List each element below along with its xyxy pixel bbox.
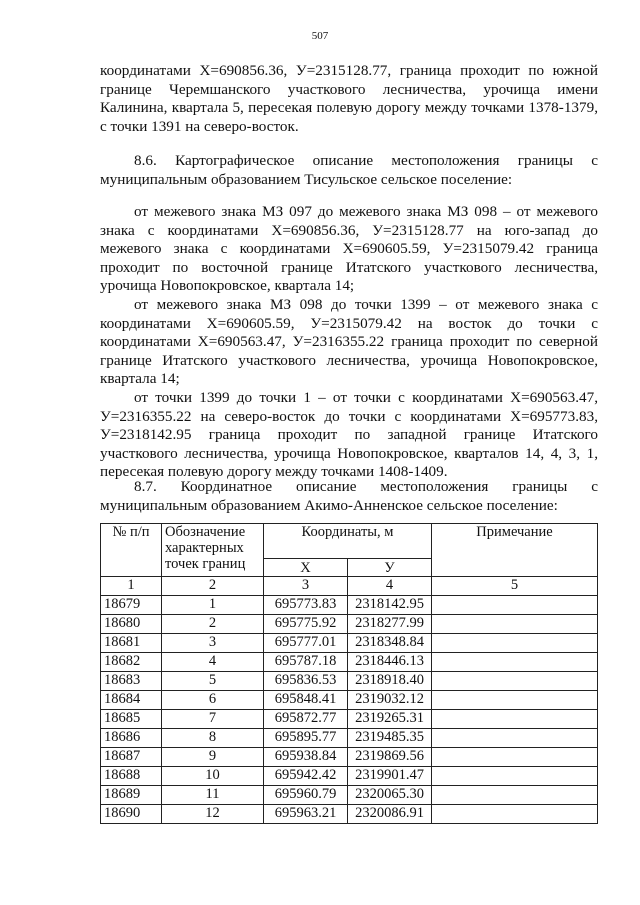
coord-x: 695963.21 bbox=[264, 805, 348, 824]
point-designation: 2 bbox=[162, 615, 264, 634]
row-number: 18685 bbox=[101, 710, 162, 729]
row-number: 18688 bbox=[101, 767, 162, 786]
table-row bbox=[101, 729, 598, 748]
table-row bbox=[101, 634, 598, 653]
point-designation: 12 bbox=[162, 805, 264, 824]
header-note: Примечание bbox=[432, 524, 598, 577]
point-designation: 1 bbox=[162, 596, 264, 615]
header-coords: Координаты, м bbox=[264, 524, 432, 559]
row-note bbox=[432, 729, 598, 748]
row-note bbox=[432, 767, 598, 786]
header-y: У bbox=[348, 559, 432, 577]
row-note bbox=[432, 615, 598, 634]
row-number: 18689 bbox=[101, 786, 162, 805]
row-number: 18679 bbox=[101, 596, 162, 615]
point-designation: 7 bbox=[162, 710, 264, 729]
coord-y: 2319485.35 bbox=[348, 729, 432, 748]
boundary-paragraph: от межевого знака МЗ 097 до межевого знака МЗ 098 – от межевого знака с координатами Х=690856.36, У=2315128.77 на юго-запад до межевого знака с координатами Х=690605.59, У=2315079.42 граница проходит по восточной границе Итатского участкового лесничества, урочища Новопокровское, квартала 14; bbox=[100, 203, 598, 295]
header-designation: Обозначение характерных точек границ bbox=[162, 524, 264, 577]
boundary-paragraph: от межевого знака МЗ 098 до точки 1399 – от межевого знака с координатами Х=690605.59, У=2315079.42 на восток до точки с координатами Х=690563.47, У=2316355.22 граница проходит по северной границе Итатского участкового лесничества, урочища Новопокровское, квартала 14; bbox=[100, 295, 598, 388]
table-row bbox=[101, 691, 598, 710]
row-note bbox=[432, 596, 598, 615]
table-row bbox=[101, 748, 598, 767]
point-designation: 8 bbox=[162, 729, 264, 748]
table-row bbox=[101, 596, 598, 615]
point-designation: 6 bbox=[162, 691, 264, 710]
page-number: 507 bbox=[311, 30, 329, 42]
coord-y: 2320065.30 bbox=[348, 786, 432, 805]
coord-x: 695836.53 bbox=[264, 672, 348, 691]
point-designation: 11 bbox=[162, 786, 264, 805]
section-8-6-body bbox=[100, 203, 598, 482]
coord-x: 695773.83 bbox=[264, 596, 348, 615]
table-row bbox=[101, 615, 598, 634]
coord-y: 2318277.99 bbox=[348, 615, 432, 634]
row-number: 18682 bbox=[101, 653, 162, 672]
boundary-paragraph: от точки 1399 до точки 1 – от точки с координатами Х=690563.47, У=2316355.22 на северо-восток до точки с координатами Х=695773.83, У=2318142.95 граница проходит по западной границе Итатского участкового лесничества, урочища Новопокровское, кварталов 14, 4, 3, 1, пересекая полевую дорогу между точками 1408-1409. bbox=[100, 388, 598, 481]
header-x: Х bbox=[264, 559, 348, 577]
coord-x: 695895.77 bbox=[264, 729, 348, 748]
row-number: 18681 bbox=[101, 634, 162, 653]
coord-x: 695938.84 bbox=[264, 748, 348, 767]
row-note bbox=[432, 691, 598, 710]
paragraph-continuation bbox=[100, 62, 598, 136]
paragraph-text: координатами Х=690856.36, У=2315128.77, граница проходит по южной границе Черемшанского участкового лесничества, урочища имени Калинина, квартала 5, пересекая полевую дорогу между точками 1378-1379, с точки 1391 на северо-восток. bbox=[100, 62, 598, 135]
section-heading-8-6: 8.6. Картографическое описание местоположения границы с муниципальным образованием Тисульское сельское поселение: bbox=[100, 152, 598, 188]
table-row bbox=[101, 653, 598, 672]
coord-x: 695777.01 bbox=[264, 634, 348, 653]
header-num: № п/п bbox=[101, 524, 162, 577]
point-designation: 5 bbox=[162, 672, 264, 691]
row-number: 18690 bbox=[101, 805, 162, 824]
coordinates-table bbox=[100, 523, 598, 824]
row-note bbox=[432, 653, 598, 672]
coord-y: 2318142.95 bbox=[348, 596, 432, 615]
row-note bbox=[432, 786, 598, 805]
section-number: 8.7. bbox=[134, 478, 157, 495]
point-designation: 4 bbox=[162, 653, 264, 672]
point-designation: 3 bbox=[162, 634, 264, 653]
coord-y: 2318446.13 bbox=[348, 653, 432, 672]
coord-y: 2319032.12 bbox=[348, 691, 432, 710]
row-number: 18687 bbox=[101, 748, 162, 767]
point-designation: 9 bbox=[162, 748, 264, 767]
point-designation: 10 bbox=[162, 767, 264, 786]
section-number: 8.6. bbox=[134, 152, 157, 169]
row-note bbox=[432, 748, 598, 767]
row-number: 18686 bbox=[101, 729, 162, 748]
coord-y: 2319869.56 bbox=[348, 748, 432, 767]
row-note bbox=[432, 634, 598, 653]
coord-x: 695848.41 bbox=[264, 691, 348, 710]
table-row bbox=[101, 805, 598, 824]
row-note bbox=[432, 805, 598, 824]
column-numbers-row: 1 2 3 4 5 bbox=[101, 577, 598, 596]
row-number: 18680 bbox=[101, 615, 162, 634]
table-row bbox=[101, 710, 598, 729]
coord-y: 2319265.31 bbox=[348, 710, 432, 729]
section-heading-8-7: 8.7. Координатное описание местоположения границы с муниципальным образованием Акимо-Анненское сельское поселение: bbox=[100, 478, 598, 514]
table-row bbox=[101, 767, 598, 786]
row-number: 18684 bbox=[101, 691, 162, 710]
coord-y: 2318918.40 bbox=[348, 672, 432, 691]
table-row bbox=[101, 786, 598, 805]
row-number: 18683 bbox=[101, 672, 162, 691]
coord-y: 2318348.84 bbox=[348, 634, 432, 653]
coord-x: 695960.79 bbox=[264, 786, 348, 805]
table-row bbox=[101, 672, 598, 691]
table-header-row bbox=[101, 524, 598, 559]
coord-x: 695872.77 bbox=[264, 710, 348, 729]
row-note bbox=[432, 672, 598, 691]
coord-y: 2319901.47 bbox=[348, 767, 432, 786]
coord-x: 695942.42 bbox=[264, 767, 348, 786]
coord-x: 695787.18 bbox=[264, 653, 348, 672]
coord-y: 2320086.91 bbox=[348, 805, 432, 824]
coord-x: 695775.92 bbox=[264, 615, 348, 634]
row-note bbox=[432, 710, 598, 729]
